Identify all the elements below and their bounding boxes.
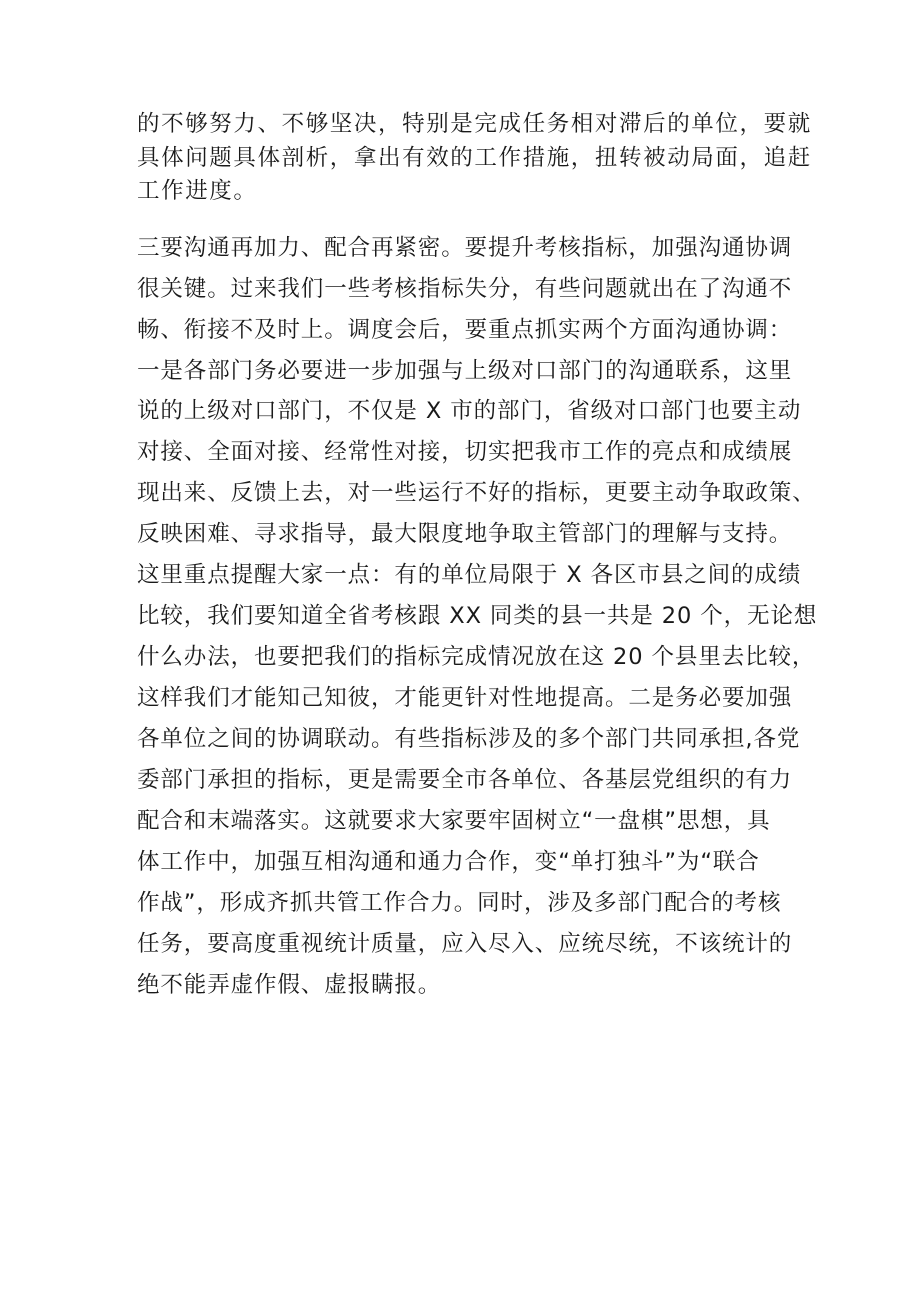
- paragraph-line: 说的上级对口部门，不仅是 X 市的部门，省级对口部门也要主动: [137, 398, 802, 424]
- paragraph-line: 委部门承担的指标，更是需要全市各单位、各基层党组织的有力: [137, 767, 793, 793]
- paragraph-line: 各单位之间的协调联动。有些指标涉及的多个部门共同承担,各党: [137, 726, 801, 752]
- paragraph-line: 绝不能弄虚作假、虚报瞒报。: [137, 972, 442, 998]
- paragraph-line: 这里重点提醒大家一点：有的单位局限于 X 各区市县之间的成绩: [137, 562, 802, 588]
- paragraph-line: 工作进度。: [137, 178, 258, 204]
- paragraph-line: 一是各部门务必要进一步加强与上级对口部门的沟通联系，这里: [137, 358, 793, 384]
- paragraph-line: 对接、全面对接、经常性对接，切实把我市工作的亮点和成绩展: [137, 439, 793, 465]
- paragraph-line: 配合和末端落实。这就要求大家要牢固树立“一盘棋”思想，具: [137, 808, 771, 834]
- paragraph-line: 现出来、反馈上去，对一些运行不好的指标，更要主动争取政策、: [137, 480, 816, 506]
- paragraph-line: 什么办法，也要把我们的指标完成情况放在这 20 个县里去比较，: [137, 644, 816, 670]
- paragraph-line: 三要沟通再加力、配合再紧密。要提升考核指标，加强沟通协调: [137, 235, 793, 261]
- paragraph-line: 的不够努力、不够坚决，特别是完成任务相对滞后的单位，要就: [137, 111, 812, 137]
- paragraph-line: 很关键。过来我们一些考核指标失分，有些问题就出在了沟通不: [137, 276, 793, 302]
- paragraph-line: 反映困难、寻求指导，最大限度地争取主管部门的理解与支持。: [137, 521, 793, 547]
- paragraph-line: 这样我们才能知己知彼，才能更针对性地提高。二是务必要加强: [137, 685, 793, 711]
- paragraph-line: 体工作中，加强互相沟通和通力合作，变“单打独斗”为“联合: [137, 849, 760, 875]
- paragraph-line: 畅、衔接不及时上。调度会后，要重点抓实两个方面沟通协调：: [137, 317, 793, 343]
- paragraph-line: 任务，要高度重视统计质量，应入尽入、应统尽统，不该统计的: [137, 931, 793, 957]
- paragraph-line: 作战”，形成齐抓共管工作合力。同时，涉及多部门配合的考核: [137, 890, 782, 916]
- paragraph-line: 具体问题具体剖析，拿出有效的工作措施，扭转被动局面，追赶: [137, 145, 812, 171]
- paragraph-line: 比较，我们要知道全省考核跟 XX 同类的县一共是 20 个，无论想: [137, 603, 818, 629]
